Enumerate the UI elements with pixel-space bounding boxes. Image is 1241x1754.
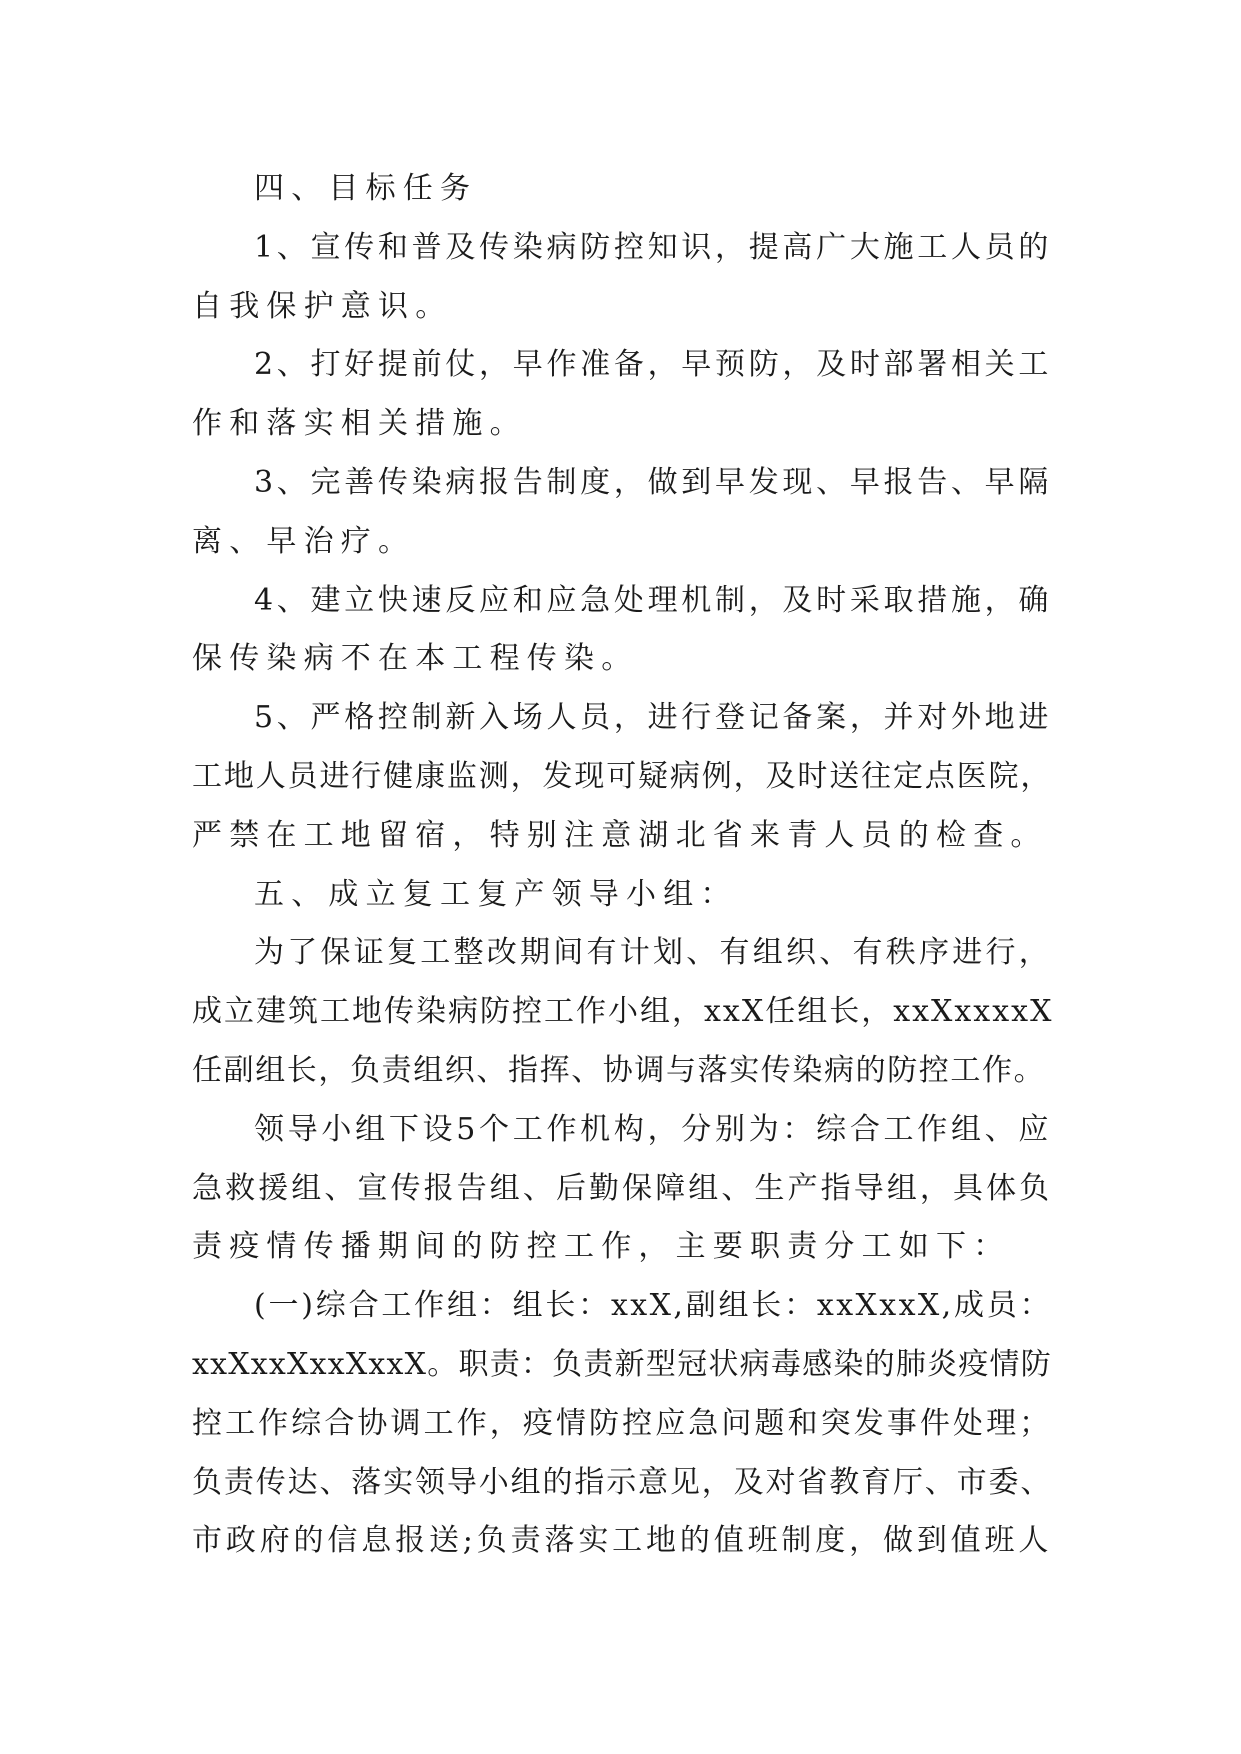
text-line: 控工作综合协调工作，疫情防控应急问题和突发事件处理； [192,1405,1052,1441]
text-line: 2、打好提前仗，早作准备，早预防，及时部署相关工 [254,347,1052,383]
text-line: 严禁在工地留宿，特别注意湖北省来青人员的检查。 [192,817,1048,853]
document-body [192,160,1052,1571]
text-line: 工地人员进行健康监测，发现可疑病例，及时送往定点医院， [192,758,1052,794]
text-line: 四、目标任务 [254,171,478,206]
text-line: 1、宣传和普及传染病防控知识，提高广大施工人员的 [254,229,1052,265]
text-line: xxXxxXxxXxxX。职责：负责新型冠状病毒感染的肺炎疫情防 [192,1346,1052,1382]
text-line: (一)综合工作组：组长：xxX,副组长：xxXxxX,成员： [254,1288,1052,1324]
text-line: 任副组长，负责组织、指挥、协调与落实传染病的防控工作。 [192,1052,1046,1088]
text-line: 5、严格控制新入场人员，进行登记备案，并对外地进 [254,700,1052,736]
text-line: 责疫情传播期间的防控工作，主要职责分工如下： [192,1229,1011,1265]
text-line: 保传染病不在本工程传染。 [192,641,639,677]
text-line: 为了保证复工整改期间有计划、有组织、有秩序进行， [254,935,1052,971]
text-line: 成立建筑工地传染病防控工作小组，xxX任组长，xxXxxxxX [192,994,1054,1030]
text-line: 急救援组、宣传报告组、后勤保障组、生产指导组，具体负 [192,1170,1052,1206]
text-line: 3、完善传染病报告制度，做到早发现、早报告、早隔 [254,464,1052,500]
text-line: 自我保护意识。 [192,288,453,324]
text-line: 领导小组下设5个工作机构，分别为：综合工作组、应 [254,1111,1052,1147]
text-line: 作和落实相关措施。 [192,406,527,442]
text-line: 市政府的信息报送;负责落实工地的值班制度，做到值班人 [192,1523,1052,1559]
text-line: 负责传达、落实领导小组的指示意见，及对省教育厅、市委、 [192,1464,1052,1500]
text-line: 离、早治疗。 [192,523,416,559]
text-line: 五、成立复工复产领导小组： [254,876,738,912]
text-line: 4、建立快速反应和应急处理机制，及时采取措施，确 [254,582,1052,618]
